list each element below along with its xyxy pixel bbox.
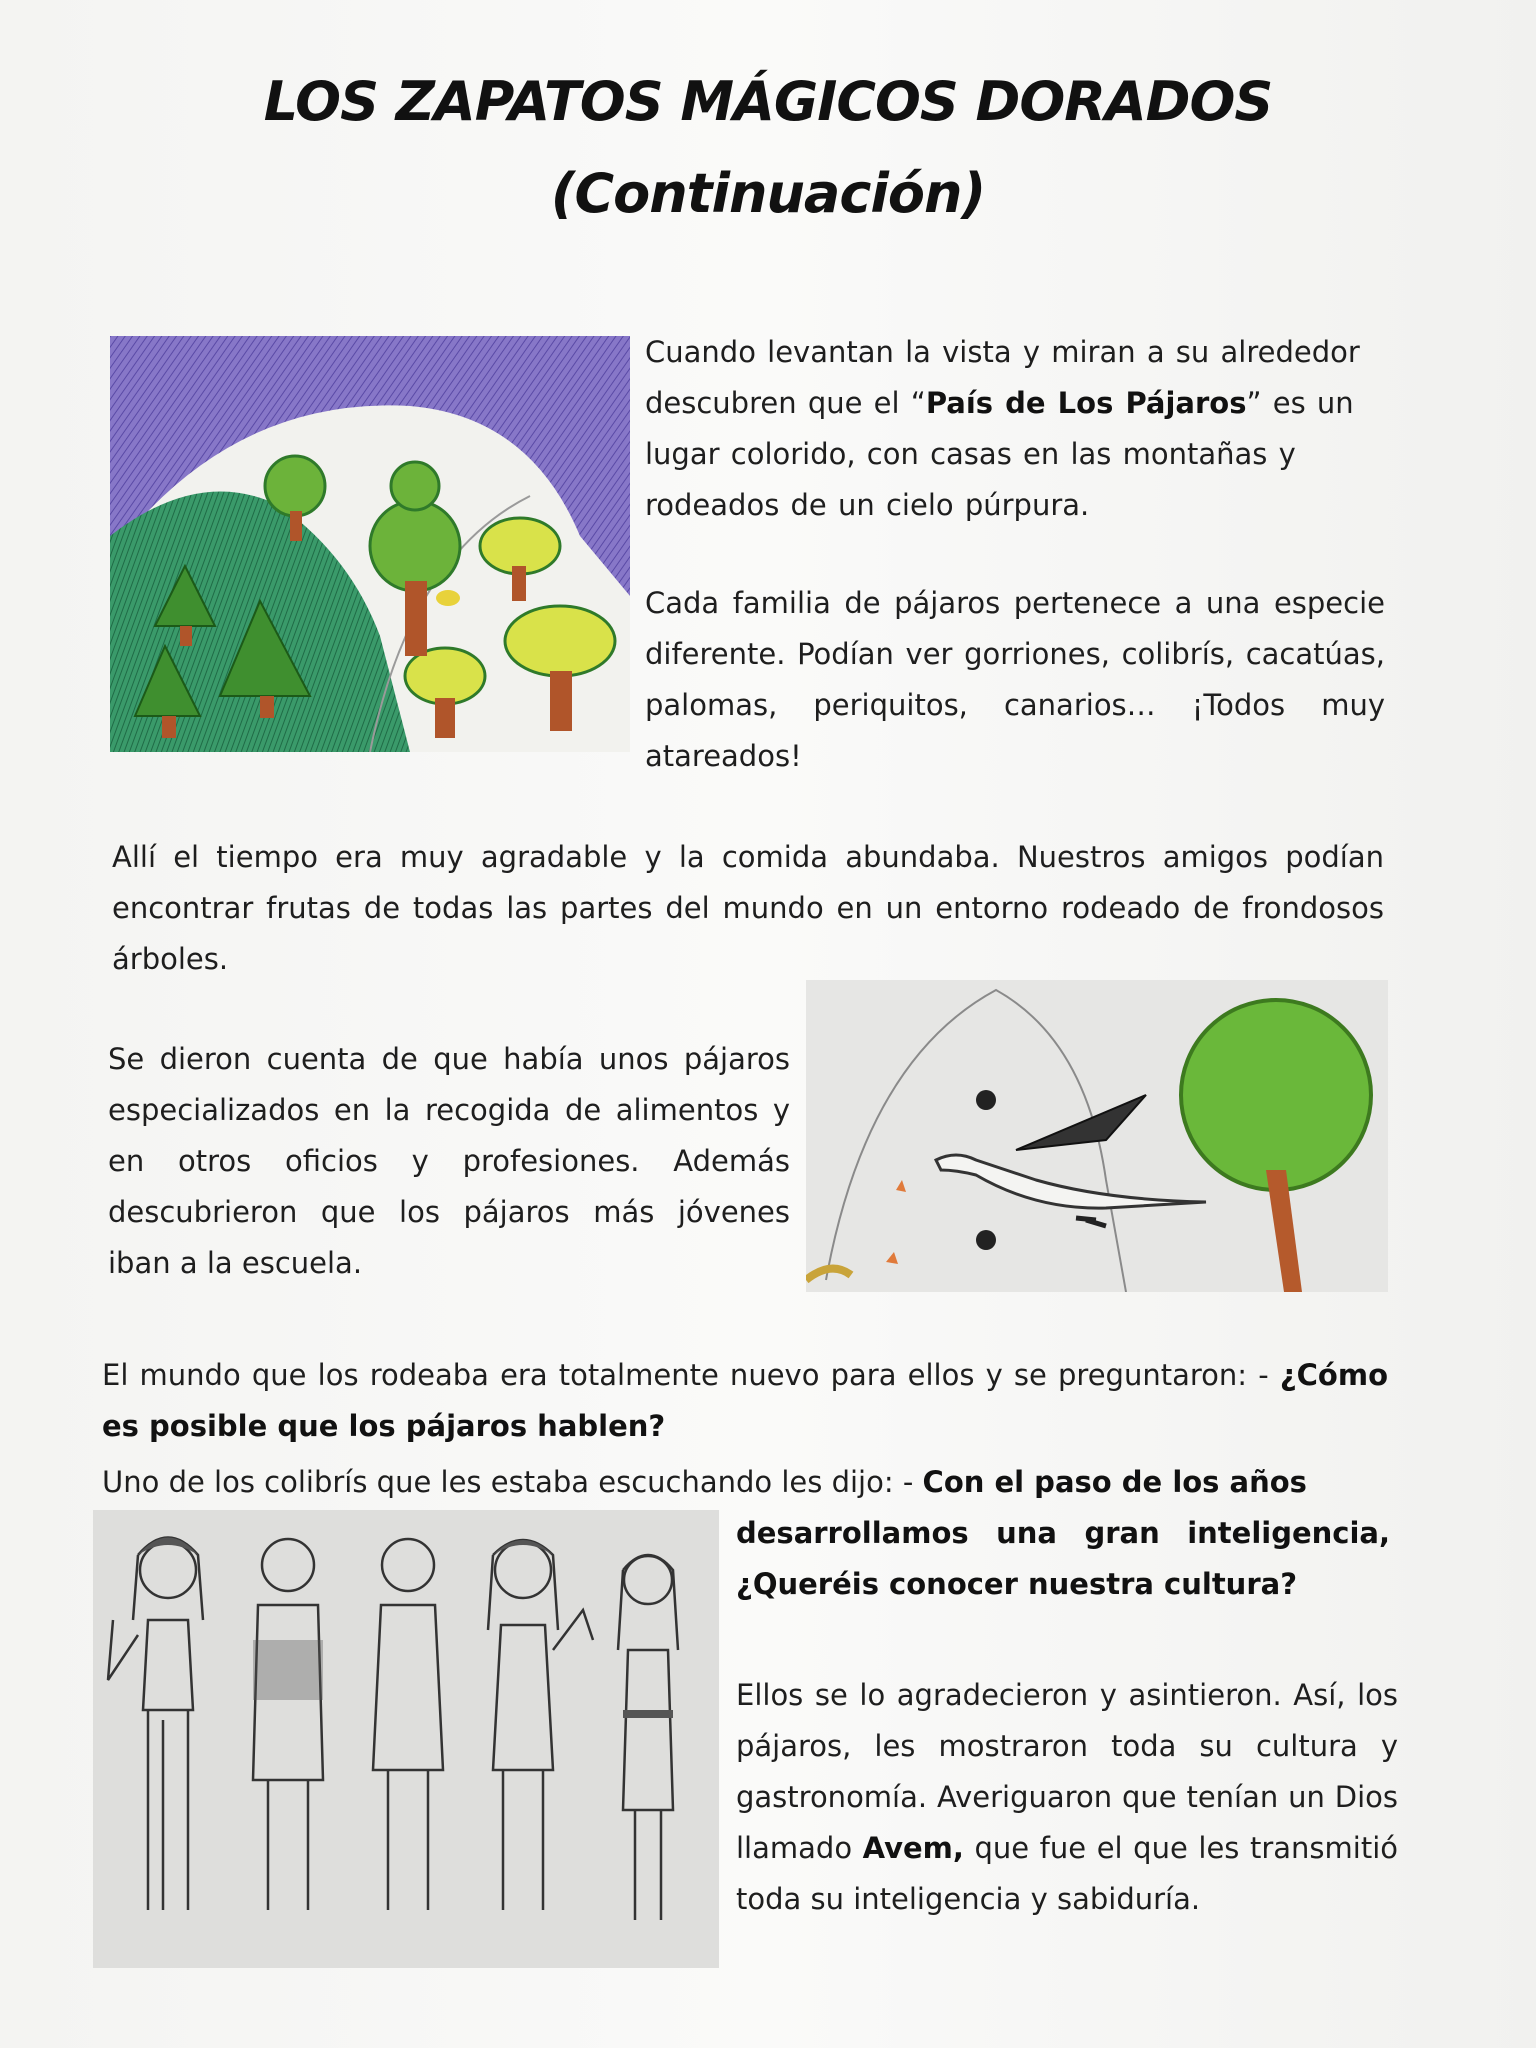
paragraph-specialized-birds: Se dieron cuenta de que había unos pájaros especializados en la recogida de alimentos y en otros oficios y profesiones. Además descubrieron que los pájaros más jóvenes iban a la escuela. xyxy=(108,1042,790,1280)
paragraph-hummingbird-reply xyxy=(736,1508,1390,1610)
hummingbird-reply-rest: desarrollamos una gran inteligencia, ¿Queréis conocer nuestra cultura? xyxy=(736,1516,1390,1601)
paragraph-hummingbird-intro: Uno de los colibrís que les estaba escuchando les dijo: - Con el paso de los años xyxy=(102,1465,1307,1499)
document-title: LOS ZAPATOS MÁGICOS DORADOS xyxy=(263,70,1273,133)
illustration-bird-land xyxy=(110,336,630,752)
document-subtitle: (Continuación) xyxy=(550,162,986,225)
illustration-children xyxy=(93,1510,719,1968)
paragraph-new-world-question: El mundo que los rodeaba era totalmente nuevo para ellos y se preguntaron: - ¿Cómo es posible que los pájaros hablen? xyxy=(102,1358,1388,1443)
paragraph-bird-families: Cada familia de pájaros pertenece a una especie diferente. Podían ver gorriones, colibrís, cacatúas, palomas, periquitos, canarios… ¡Todos muy atareados! xyxy=(645,586,1385,773)
country-name: País de Los Pájaros xyxy=(925,386,1247,420)
paragraph-country-description: Cuando levantan la vista y miran a su alrededor descubren que el “País de Los Pájaros” es un lugar colorido, con casas en las montañas y rodeados de un cielo púrpura. xyxy=(645,335,1360,522)
illustration-flying-bird xyxy=(806,980,1388,1292)
question-bold-text: ¿Cómo es posible que los pájaros hablen? xyxy=(102,1358,1388,1443)
paragraph-culture: Ellos se lo agradecieron y asintieron. Así, los pájaros, les mostraron toda su cultura y gastronomía. Averiguaron que tenían un Dios llamado Avem, que fue el que les transmitió toda su inteligencia y sabiduría. xyxy=(736,1678,1399,1916)
hummingbird-reply-line1: Con el paso de los años xyxy=(922,1465,1307,1499)
god-name: Avem, xyxy=(862,1831,964,1865)
paragraph-weather-food: Allí el tiempo era muy agradable y la comida abundaba. Nuestros amigos podían encontrar frutas de todas las partes del mundo en un entorno rodeado de frondosos árboles. xyxy=(112,840,1384,976)
